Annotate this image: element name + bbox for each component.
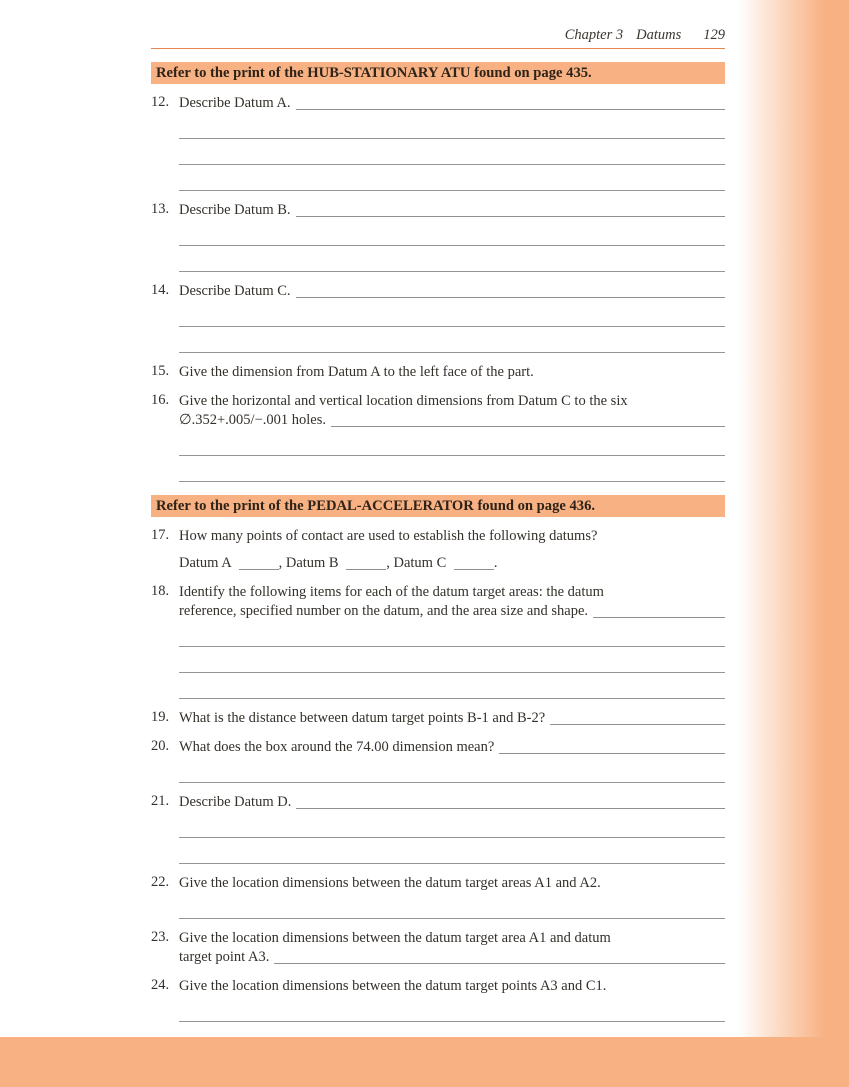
section-banner: Refer to the print of the HUB-STATIONARY ATU found on page 435. bbox=[151, 62, 725, 84]
question-text: Describe Datum B. bbox=[179, 202, 291, 218]
question-number: 20. bbox=[151, 738, 170, 754]
answer-blank-line bbox=[179, 327, 725, 353]
answer-blank-line bbox=[179, 812, 725, 838]
question-text: Describe Datum C. bbox=[179, 283, 291, 299]
question-line bbox=[179, 554, 725, 573]
inline-answer-blank bbox=[296, 797, 725, 809]
question-text: reference, specified number on the datum, and the area size and shape. bbox=[179, 603, 589, 619]
inline-answer-blank bbox=[296, 286, 725, 298]
page-content bbox=[151, 0, 725, 1022]
question-line bbox=[179, 392, 725, 411]
question-text: Give the location dimensions between the datum target area A1 and datum bbox=[179, 930, 611, 946]
question-text: Give the horizontal and vertical location dimensions from Datum C to the six bbox=[179, 393, 628, 409]
inline-answer-blank bbox=[454, 558, 494, 570]
answer-blank-line bbox=[179, 673, 725, 699]
question-text: What is the distance between datum target points B-1 and B-2? bbox=[179, 710, 546, 726]
inline-answer-blank bbox=[346, 558, 386, 570]
question-line bbox=[179, 363, 725, 382]
answer-blank-line bbox=[179, 621, 725, 647]
inline-answer-blank bbox=[499, 742, 725, 754]
question-line bbox=[179, 602, 725, 621]
inline-answer-blank bbox=[296, 205, 725, 217]
question bbox=[151, 874, 725, 919]
question-text: Give the dimension from Datum A to the left face of the part. bbox=[179, 364, 534, 380]
question-sections bbox=[151, 62, 725, 1022]
question-text: How many points of contact are used to establish the following datums? bbox=[179, 528, 598, 544]
question-body bbox=[179, 392, 725, 482]
question-line bbox=[179, 583, 725, 602]
inline-answer-blank bbox=[274, 952, 725, 964]
question-line bbox=[179, 282, 725, 301]
question-number: 12. bbox=[151, 94, 170, 110]
question bbox=[151, 738, 725, 783]
question-text: ∅.352+.005/−.001 holes. bbox=[179, 412, 326, 428]
question bbox=[151, 201, 725, 272]
question-text: Datum A bbox=[179, 555, 235, 571]
answer-blank-line bbox=[179, 456, 725, 482]
question bbox=[151, 977, 725, 1022]
question-body bbox=[179, 201, 725, 272]
question-body bbox=[179, 874, 725, 919]
question-text: Give the location dimensions between the datum target points A3 and C1. bbox=[179, 978, 607, 994]
chapter-label: Chapter 3 bbox=[564, 27, 624, 43]
page-header bbox=[151, 0, 725, 49]
answer-blank-line bbox=[179, 113, 725, 139]
question-number: 23. bbox=[151, 929, 170, 945]
question-line bbox=[179, 948, 725, 967]
question-line bbox=[179, 94, 725, 113]
question-line bbox=[179, 738, 725, 757]
answer-blank-line bbox=[179, 246, 725, 272]
answer-blank-line bbox=[179, 838, 725, 864]
answer-blank-line bbox=[179, 996, 725, 1022]
question bbox=[151, 929, 725, 967]
question-number: 15. bbox=[151, 363, 170, 379]
question-number: 14. bbox=[151, 282, 170, 298]
question bbox=[151, 709, 725, 728]
worksheet-section bbox=[151, 62, 725, 482]
question-text: Give the location dimensions between the datum target areas A1 and A2. bbox=[179, 875, 601, 891]
question-line bbox=[179, 201, 725, 220]
answer-blank-line bbox=[179, 893, 725, 919]
inline-answer-blank bbox=[296, 98, 725, 110]
question bbox=[151, 363, 725, 382]
inline-answer-blank bbox=[331, 415, 725, 427]
question bbox=[151, 583, 725, 699]
page-edge-gradient bbox=[738, 0, 849, 1037]
question-number: 19. bbox=[151, 709, 170, 725]
question-line bbox=[179, 527, 725, 546]
question-line bbox=[179, 977, 725, 996]
inline-answer-blank bbox=[550, 713, 725, 725]
question-number: 17. bbox=[151, 527, 170, 543]
answer-blank-line bbox=[179, 220, 725, 246]
question-text: target point A3. bbox=[179, 949, 270, 965]
question-body bbox=[179, 929, 725, 967]
question-number: 16. bbox=[151, 392, 170, 408]
question-text: Describe Datum D. bbox=[179, 794, 292, 810]
inline-answer-blank bbox=[593, 606, 725, 618]
question-body bbox=[179, 709, 725, 728]
answer-blank-line bbox=[179, 139, 725, 165]
answer-blank-line bbox=[179, 757, 725, 783]
question-line bbox=[179, 793, 725, 812]
question-text: Describe Datum A. bbox=[179, 95, 291, 111]
question-body bbox=[179, 363, 725, 382]
question-text: Identify the following items for each of the datum target areas: the datum bbox=[179, 584, 604, 600]
question-body bbox=[179, 977, 725, 1022]
question bbox=[151, 94, 725, 191]
question-body bbox=[179, 583, 725, 699]
answer-blank-line bbox=[179, 165, 725, 191]
chapter-topic: Datums bbox=[636, 27, 682, 43]
question-number: 24. bbox=[151, 977, 170, 993]
question-body bbox=[179, 793, 725, 864]
worksheet-section bbox=[151, 495, 725, 1022]
question bbox=[151, 282, 725, 353]
question bbox=[151, 527, 725, 573]
question-text: , Datum C bbox=[386, 555, 450, 571]
question-line bbox=[179, 874, 725, 893]
question-line bbox=[179, 411, 725, 430]
question bbox=[151, 793, 725, 864]
question-line bbox=[179, 709, 725, 728]
question bbox=[151, 392, 725, 482]
section-banner: Refer to the print of the PEDAL-ACCELERATOR found on page 436. bbox=[151, 495, 725, 517]
inline-answer-blank bbox=[239, 558, 279, 570]
page-number: 129 bbox=[703, 27, 725, 43]
question-text: , Datum B bbox=[278, 555, 343, 571]
question-text: . bbox=[493, 555, 498, 571]
answer-blank-line bbox=[179, 647, 725, 673]
answer-blank-line bbox=[179, 301, 725, 327]
question-body bbox=[179, 282, 725, 353]
question-number: 21. bbox=[151, 793, 170, 809]
page-bottom-bar bbox=[0, 1037, 849, 1087]
question-number: 18. bbox=[151, 583, 170, 599]
question-number: 13. bbox=[151, 201, 170, 217]
question-body bbox=[179, 94, 725, 191]
answer-blank-line bbox=[179, 430, 725, 456]
question-line bbox=[179, 929, 725, 948]
question-number: 22. bbox=[151, 874, 170, 890]
question-body bbox=[179, 738, 725, 783]
question-body bbox=[179, 527, 725, 573]
question-text: What does the box around the 74.00 dimension mean? bbox=[179, 739, 495, 755]
